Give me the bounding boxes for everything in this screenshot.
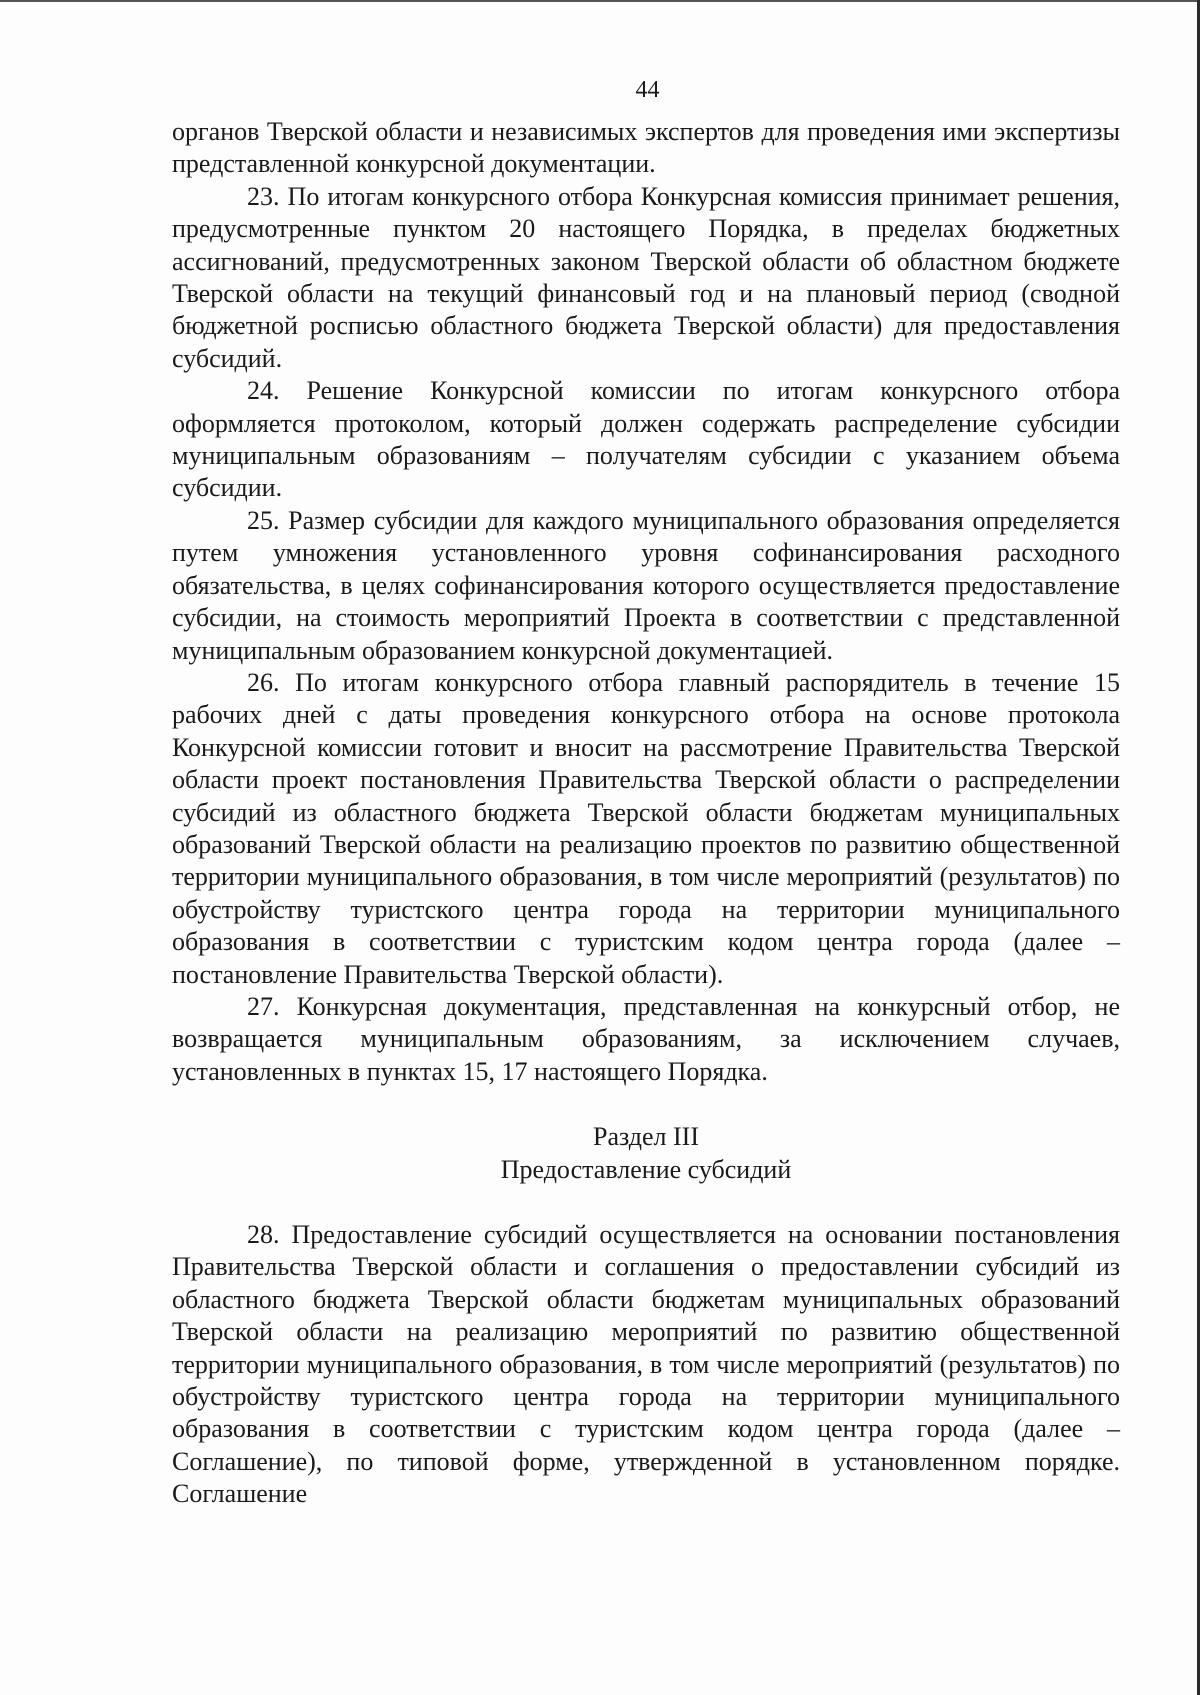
paragraph-27: 27. Конкурсная документация, представленная на конкурсный отбор, не возвращается муниципальным образованиям, за исключением случаев, установленных в пунктах 15, 17 настоящего Порядка. bbox=[172, 991, 1120, 1086]
paragraph-continuation: органов Тверской области и независимых экспертов для проведения ими экспертизы представленной конкурсной документации. bbox=[172, 117, 1120, 179]
paragraph-23: 23. По итогам конкурсного отбора Конкурсная комиссия принимает решения, предусмотренные пунктом 20 настоящего Порядка, в пределах бюджетных ассигнований, предусмотренных законом Тверской области об областном бюджете Тверской области на текущий финансовый год и на плановый период (сводной бюджетной росписью областного бюджета Тверской области) для предоставления субсидий. bbox=[172, 181, 1120, 373]
document-body bbox=[172, 116, 1120, 1511]
paragraph-26: 26. По итогам конкурсного отбора главный распорядитель в течение 15 рабочих дней с даты проведения конкурсного отбора на основе протокола Конкурсной комиссии готовит и вносит на рассмотрение Правительства Тверской области проект постановления Правительства Тверской области о распределении субсидий из областного бюджета Тверской области бюджетам муниципальных образований Тверской области на реализацию проектов по развитию общественной территории муниципального образования, в том числе мероприятий (результатов) по обустройству туристского центра города на территории муниципального образования в соответствии с туристским кодом центра города (далее – постановление Правительства Тверской области). bbox=[172, 667, 1120, 989]
section-title: Предоставление субсидий bbox=[500, 1154, 792, 1184]
paragraph-28: 28. Предоставление субсидий осуществляется на основании постановления Правительства Тверской области и соглашения о предоставлении субсидий из областного бюджета Тверской области бюджетам муниципальных образований Тверской области на реализацию мероприятий по развитию общественной территории муниципального образования, в том числе мероприятий (результатов) по обустройству туристского центра города на территории муниципального образования в соответствии с туристским кодом центра города (далее – Соглашение), по типовой форме, утвержденной в установленном порядке. Соглашение bbox=[172, 1220, 1120, 1509]
spacer bbox=[172, 1186, 1120, 1219]
page-number: 44 bbox=[635, 77, 660, 103]
paragraph-25: 25. Размер субсидии для каждого муниципального образования определяется путем умножения установленного уровня софинансирования расходного обязательства, в целях софинансирования которого осуществляется предоставление субсидии, на стоимость мероприятий Проекта в соответствии с представленной муниципальным образованием конкурсной документацией. bbox=[172, 505, 1120, 665]
spacer bbox=[172, 1088, 1120, 1121]
paragraph-24: 24. Решение Конкурсной комиссии по итогам конкурсного отбора оформляется протоколом, который должен содержать распределение субсидии муниципальным образованиям – получателям субсидии с указанием объема субсидии. bbox=[172, 376, 1120, 503]
scan-edge-top bbox=[0, 0, 1200, 2]
section-number: Раздел III bbox=[592, 1122, 700, 1152]
